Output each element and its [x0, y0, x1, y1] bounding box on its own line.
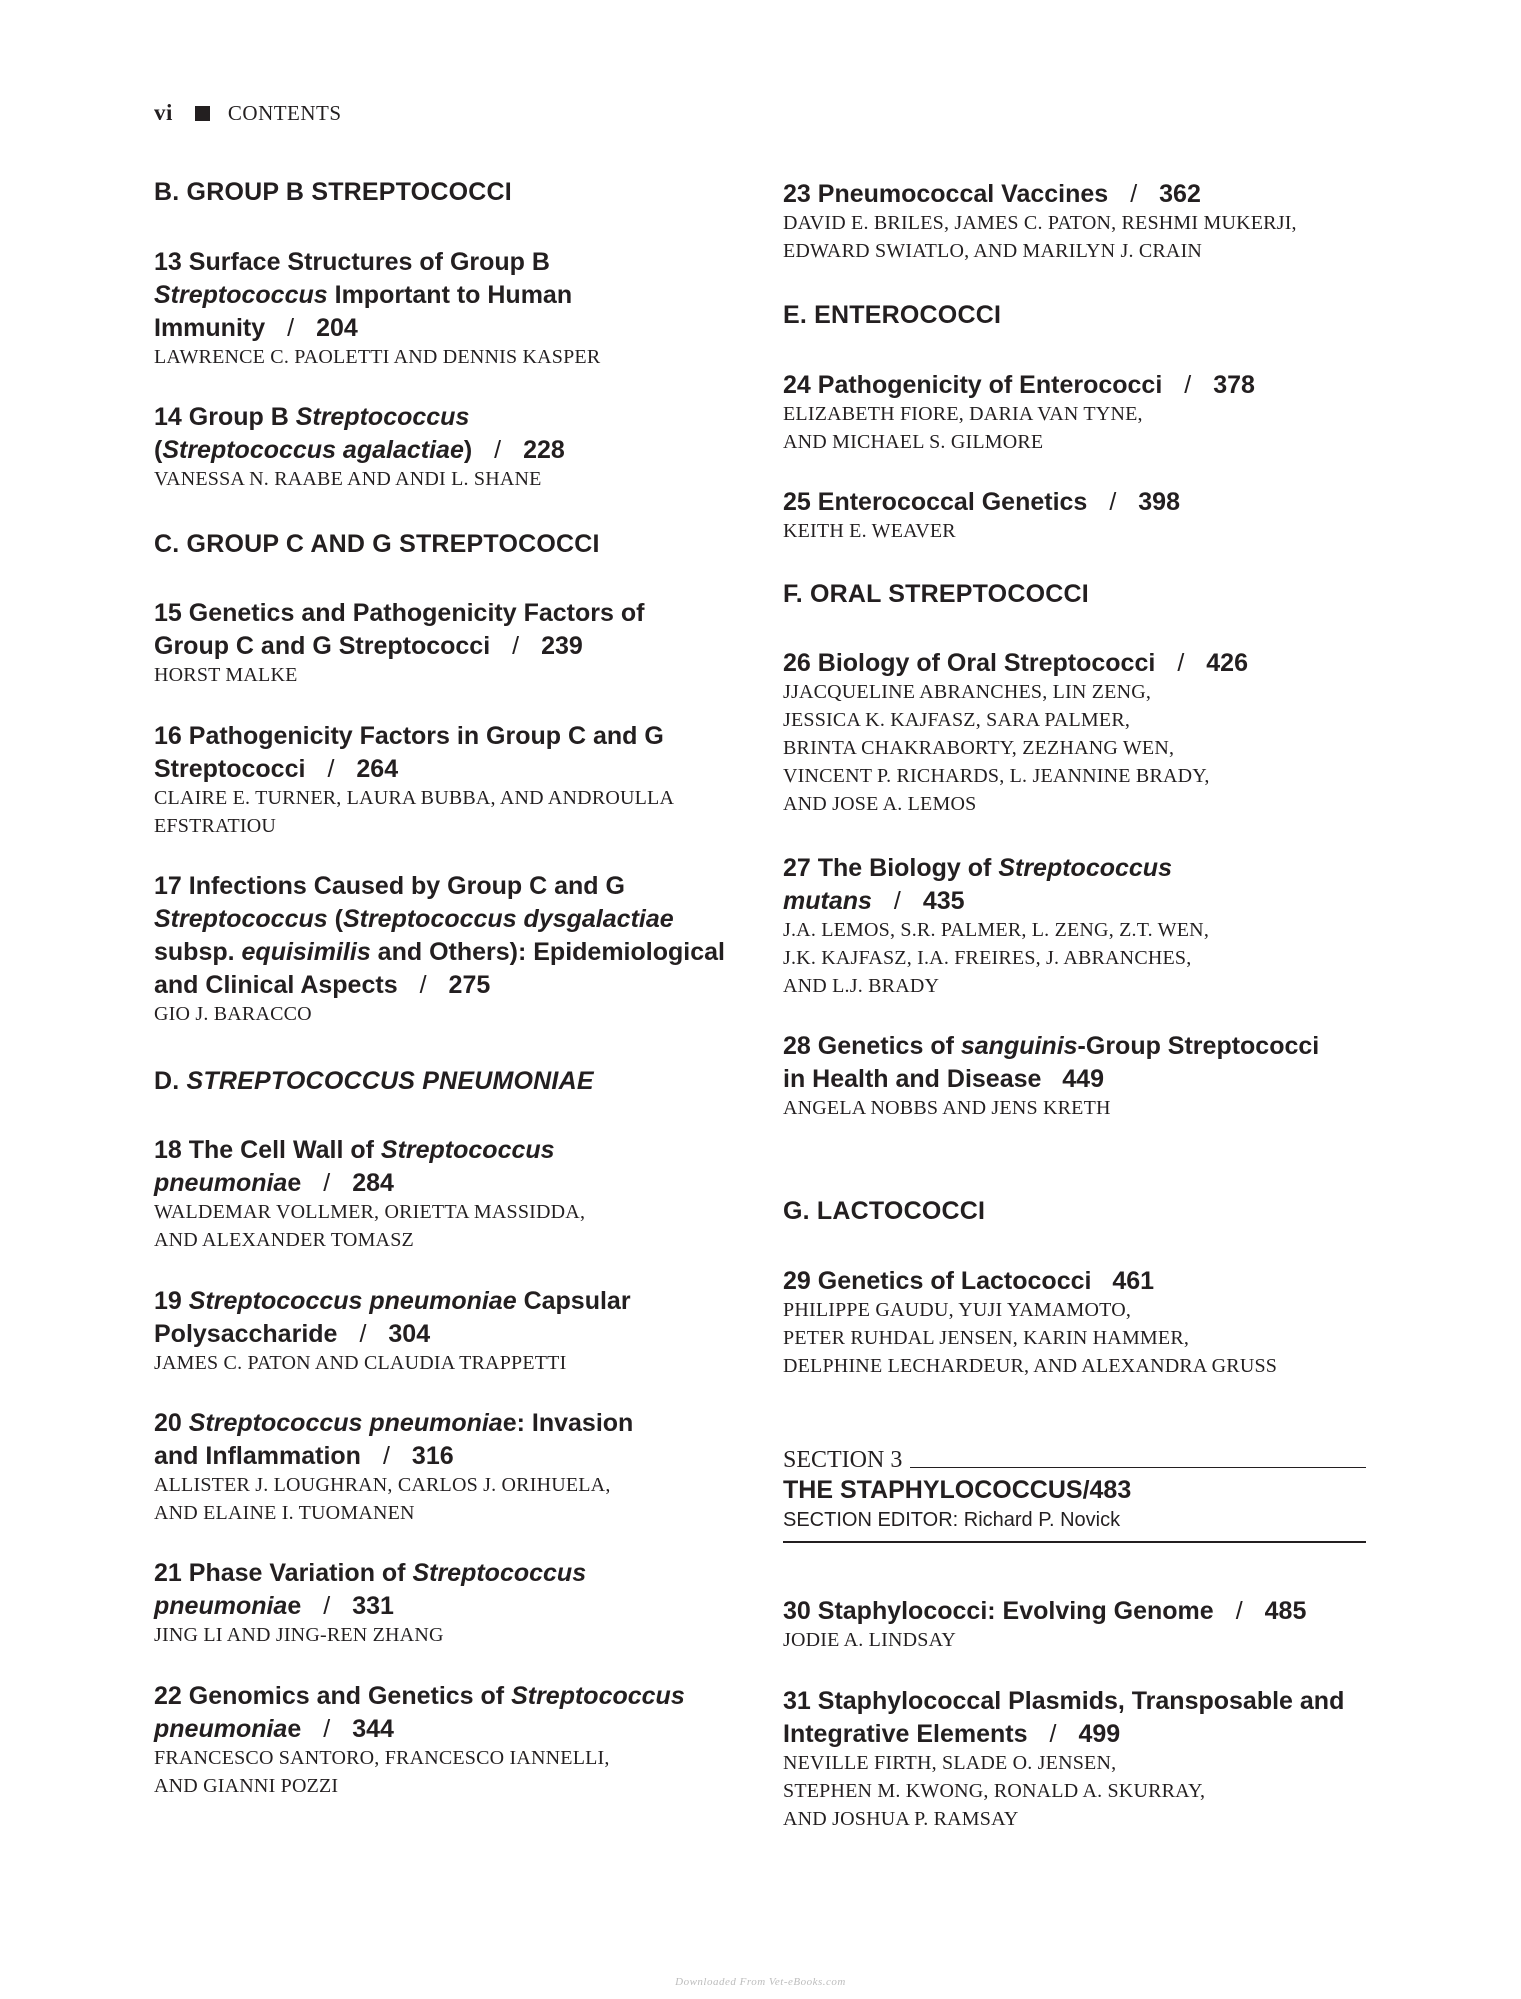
chapter-page: 228: [523, 436, 565, 464]
chapter-title: 15 Genetics and Pathogenicity Factors of Group C and G Streptococci / 239: [154, 599, 645, 660]
chapter-23[interactable]: [783, 178, 1373, 265]
chapter-28[interactable]: [783, 1030, 1373, 1122]
chapter-15[interactable]: [154, 597, 744, 689]
chapter-authors: JAMES C. PATON AND CLAUDIA TRAPPETTI: [154, 1352, 567, 1374]
chapter-title: 24 Pathogenicity of Enterococci / 378: [783, 371, 1255, 399]
chapter-page: 435: [922, 887, 965, 915]
chapter-authors: JODIE A. LINDSAY: [783, 1629, 957, 1651]
chapter-page: 316: [411, 1442, 454, 1470]
running-head-title: CONTENTS: [227, 100, 342, 125]
chapter-page: 378: [1213, 371, 1255, 399]
chapter-authors: FRANCESCO SANTORO, FRANCESCO IANNELLI, AND GIANNI POZZI: [154, 1747, 610, 1797]
part-heading-g: G. LACTOCOCCI: [783, 1197, 986, 1225]
chapter-21[interactable]: [154, 1557, 744, 1649]
chapter-24[interactable]: [783, 369, 1373, 456]
chapter-title: 16 Pathogenicity Factors in Group C and G Streptococci / 264: [154, 722, 664, 783]
chapter-page: 304: [388, 1320, 431, 1348]
chapter-authors: J.A. LEMOS, S.R. PALMER, L. ZENG, Z.T. WEN, J.K. KAJFASZ, I.A. FREIRES, J. ABRANCHES, AND L.J. BRADY: [783, 919, 1210, 997]
chapter-title: 25 Enterococcal Genetics / 398: [783, 488, 1180, 516]
section-3-block[interactable]: [783, 1447, 1366, 1543]
chapter-16[interactable]: [154, 720, 744, 840]
chapter-authors: PHILIPPE GAUDU, YUJI YAMAMOTO, PETER RUHDAL JENSEN, KARIN HAMMER, DELPHINE LECHARDEUR, AND ALEXANDRA GRUSS: [783, 1299, 1278, 1377]
chapter-30[interactable]: [783, 1595, 1373, 1654]
chapter-page: 264: [356, 755, 399, 783]
chapter-title: 31 Staphylococcal Plasmids, Transposable and Integrative Elements / 499: [783, 1687, 1345, 1748]
chapter-authors: ALLISTER J. LOUGHRAN, CARLOS J. ORIHUELA, AND ELAINE I. TUOMANEN: [154, 1474, 611, 1524]
section-bottom-rule: [783, 1541, 1366, 1543]
chapter-title: 29 Genetics of Lactococci 461: [783, 1267, 1155, 1295]
chapter-20[interactable]: [154, 1407, 744, 1527]
chapter-31[interactable]: [783, 1685, 1373, 1833]
chapter-title: 13 Surface Structures of Group B Streptococcus Important to Human Immunity / 204: [154, 248, 573, 342]
download-watermark: Downloaded From Vet-eBooks.com: [675, 1976, 846, 1988]
chapter-authors: DAVID E. BRILES, JAMES C. PATON, RESHMI MUKERJI, EDWARD SWIATLO, AND MARILYN J. CRAIN: [783, 212, 1297, 262]
chapter-29[interactable]: [783, 1265, 1373, 1380]
chapter-authors: CLAIRE E. TURNER, LAURA BUBBA, AND ANDROULLA EFSTRATIOU: [154, 787, 675, 837]
section-page: 483: [1089, 1476, 1132, 1504]
running-head: [154, 100, 342, 126]
chapter-19[interactable]: [154, 1285, 744, 1377]
chapter-title: 26 Biology of Oral Streptococci / 426: [783, 649, 1248, 677]
chapter-authors: ANGELA NOBBS AND JENS KRETH: [783, 1097, 1111, 1119]
chapter-page: 362: [1159, 180, 1201, 208]
chapter-page: 485: [1264, 1597, 1307, 1625]
chapter-page: 461: [1112, 1267, 1155, 1295]
chapter-authors: NEVILLE FIRTH, SLADE O. JENSEN, STEPHEN M. KWONG, RONALD A. SKURRAY, AND JOSHUA P. RAMSAY: [783, 1752, 1206, 1830]
chapter-14[interactable]: [154, 401, 744, 493]
chapter-title: 14 Group B Streptococcus (Streptococcus agalactiae) / 228: [154, 403, 565, 464]
chapter-page: 398: [1138, 488, 1180, 516]
chapter-22[interactable]: [154, 1680, 744, 1800]
chapter-authors: KEITH E. WEAVER: [783, 520, 956, 542]
chapter-title: 21 Phase Variation of Streptococcus pneumoniae / 331: [154, 1559, 587, 1620]
chapter-authors: JING LI AND JING-REN ZHANG: [154, 1624, 444, 1646]
chapter-page: 239: [541, 632, 583, 660]
chapter-page: 426: [1206, 649, 1248, 677]
chapter-authors: GIO J. BARACCO: [154, 1003, 312, 1025]
chapter-authors: HORST MALKE: [154, 664, 298, 686]
chapter-25[interactable]: [783, 486, 1373, 545]
chapter-17[interactable]: [154, 870, 744, 1028]
chapter-title: 18 The Cell Wall of Streptococcus pneumoniae / 284: [154, 1136, 555, 1197]
section-label: SECTION 3: [783, 1447, 1366, 1474]
chapter-page: 499: [1078, 1720, 1121, 1748]
part-heading-f: F. ORAL STREPTOCOCCI: [783, 580, 1089, 608]
chapter-page: 449: [1062, 1065, 1104, 1093]
part-heading-d: D. STREPTOCOCCUS PNEUMONIAE: [154, 1067, 594, 1095]
part-heading-c: C. GROUP C AND G STREPTOCOCCI: [154, 530, 600, 558]
chapter-authors: LAWRENCE C. PAOLETTI AND DENNIS KASPER: [154, 346, 601, 368]
chapter-page: 284: [352, 1169, 394, 1197]
section-editor: SECTION EDITOR: Richard P. Novick: [783, 1509, 1121, 1531]
section-title: THE STAPHYLOCOCCUS/483: [783, 1476, 1132, 1504]
chapter-page: 275: [448, 971, 491, 999]
chapter-13[interactable]: [154, 246, 744, 371]
part-heading-e: E. ENTEROCOCCI: [783, 301, 1002, 329]
chapter-27[interactable]: [783, 852, 1373, 1000]
chapter-title: 30 Staphylococci: Evolving Genome / 485: [783, 1597, 1307, 1625]
chapter-page: 344: [352, 1715, 394, 1743]
chapter-title: 28 Genetics of sanguinis-Group Streptococci in Health and Disease 449: [783, 1032, 1320, 1093]
square-bullet-icon: [195, 106, 210, 121]
chapter-page: 204: [316, 314, 358, 342]
chapter-title: 20 Streptococcus pneumoniae: Invasion and Inflammation / 316: [154, 1409, 634, 1470]
chapter-authors: WALDEMAR VOLLMER, ORIETTA MASSIDDA, AND ALEXANDER TOMASZ: [154, 1201, 586, 1251]
section-rule: [910, 1467, 1366, 1468]
chapter-title: 22 Genomics and Genetics of Streptococcus pneumoniae / 344: [154, 1682, 685, 1743]
chapter-title: 17 Infections Caused by Group C and G Streptococcus (Streptococcus dysgalactiae subsp. equisimilis and Others): Epidemiological and Clinical Aspects / 275: [154, 872, 725, 999]
chapter-authors: VANESSA N. RAABE AND ANDI L. SHANE: [154, 468, 542, 490]
chapter-title: 23 Pneumococcal Vaccines / 362: [783, 180, 1201, 208]
chapter-authors: JJACQUELINE ABRANCHES, LIN ZENG, JESSICA K. KAJFASZ, SARA PALMER, BRINTA CHAKRABORTY, ZEZHANG WEN, VINCENT P. RICHARDS, L. JEANNINE BRADY, AND JOSE A. LEMOS: [783, 681, 1210, 815]
page-number: vi: [154, 100, 173, 125]
chapter-18[interactable]: [154, 1134, 744, 1254]
chapter-page: 331: [352, 1592, 394, 1620]
chapter-title: 27 The Biology of Streptococcus mutans / 435: [783, 854, 1172, 915]
chapter-authors: ELIZABETH FIORE, DARIA VAN TYNE, AND MICHAEL S. GILMORE: [783, 403, 1143, 453]
chapter-26[interactable]: [783, 647, 1373, 818]
part-heading-b: B. GROUP B STREPTOCOCCI: [154, 178, 512, 206]
chapter-title: 19 Streptococcus pneumoniae Capsular Polysaccharide / 304: [154, 1287, 631, 1348]
